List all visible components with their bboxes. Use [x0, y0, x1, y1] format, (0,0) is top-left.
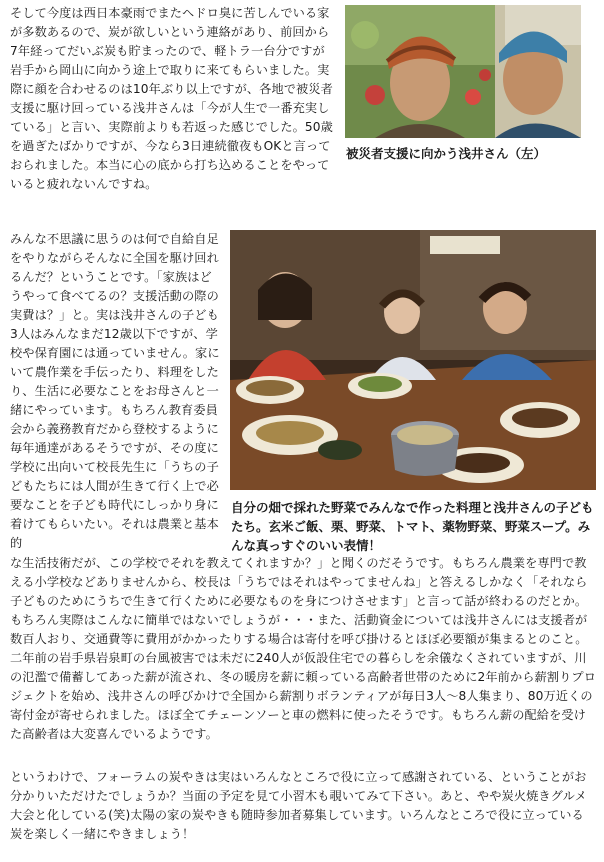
section2-column-paragraph: みんな不思議に思うのは何で自給自足をやりながらそんなに全国を駆け回れるんだ？ということです。「家族はどうやって食べてるの？支援活動の際の実費は？」と。実は浅井さんの子ども3人はみんなまだ12歳以下ですが、学校や保育園には通っていません。家にいて農作業を手伝ったり、料理をしたり、生活に必要なことをお母さんと一緒にやっています。もちろん教育委員会から義務教育だから登校するように毎年通達があるそうですが、その度に学校に出向いて校長先生に「うちの子どもたちには人間が生きて行く上で必要なことを子ども時代にしっかり身に着けてもらいたい。それは農業と基本的	[10, 232, 220, 550]
two-men-portrait-icon	[345, 5, 581, 138]
section2-full-paragraph: な生活技術だが、この学校でそれを教えてくれますか？」と聞くのだそうです。もちろん農業を専門で教える小学校などありませんから、校長は「うちではそれはやってませんね」と答えるしかなく「それなら子どものためにうちで生きて行くために必要なものを身につけさせます」と言って話が終わるのだとか。もちろん実際はこんなに簡単ではないでしょうが・・・また、活動資金については浅井さんには支援者が数百人おり、交通費等に費用がかかったりする場合は寄付を呼び掛けるとほぼ必要額が集まるとのこと。二年前の岩手県岩泉町の台風被害では未だに240人が仮設住宅での暮らしを余儀なくされていますが、川の氾濫で備蓄してあった薪が流され、冬の暖房を薪に頼っている高齢者世帯のために2年前から薪割りプロジェクトを始め、浅井さんの呼びかけで全国から薪割りボランティアが毎日3人〜8人集まり、80万近くの寄付金が寄せられました。ほぼ全てチェーンソーと車の燃料に使ったそうです。もちろん薪の配給を受けた高齢者は大変喜んでいるようです。	[10, 556, 596, 741]
photo1-caption: 被災者支援に向かう浅井さん（左）	[346, 146, 547, 161]
section1-paragraph: そして今度は西日本豪雨でまたヘドロ臭に苦しんでいる家が多数あるので、炭が欲しいという連絡があり、前回から7年経ってだいぶ炭も貯まったので、軽トラ一台分ですが岩手から岡山に向かう途上で取りに来てもらいました。実際に顔を合わせるのは10年ぶり以上ですが、各地で被災者支援に駆け回っている浅井さんは「今が人生で一番充実している」と言い、実際前よりも若返った感じでした。50歳を過ぎたばかりですが、今なら3日連続徹夜もOKと言っておられました。本当に心の底から打ち込めることをやっていると疲れないんですね。	[10, 6, 333, 191]
closing-paragraph: というわけで、フォーラムの炭やきは実はいろんなところで役に立って感謝されている、ということがお分かりいただけたでしょうか？当面の予定を見て小習木も覗いてみて下さい。あと、やや炭火焼きグルメ大会と化している(笑)太陽の家の炭やきも随時参加者募集しています。いろんなところで役に立っている炭を楽しく一緒にやきましょう！	[10, 770, 587, 841]
children-meal-photo	[230, 230, 596, 490]
two-men-photo	[345, 5, 581, 138]
photo2-caption: 自分の畑で採れた野菜でみんなで作った料理と浅井さんの子どもたち。玄米ご飯、栗、野菜、トマト、薬物野菜、野菜スープ。みんな真っすぐのいい表情！	[231, 500, 594, 553]
children-with-meal-icon	[230, 230, 596, 490]
